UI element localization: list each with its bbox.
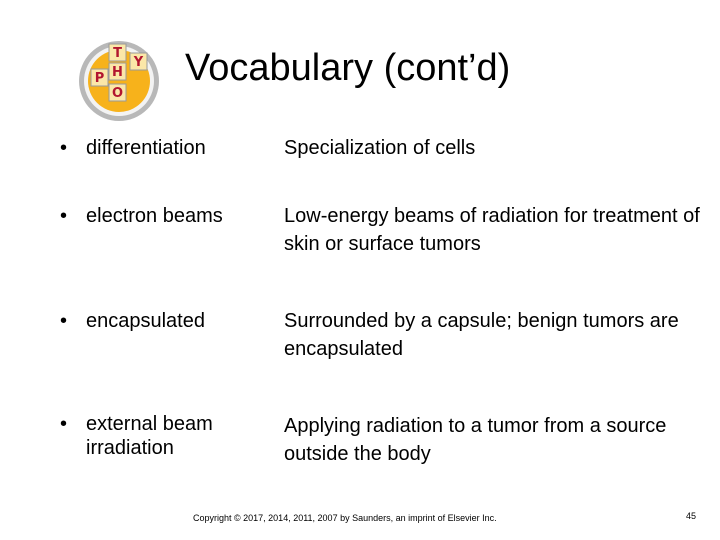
definition: Low-energy beams of radiation for treatment of skin or surface tumors [284,205,700,255]
term-text: encapsulated [86,310,205,332]
page-number: 45 [685,511,696,521]
bullet: • [60,137,68,159]
copyright-footer: Copyright © 2017, 2014, 2011, 2007 by Saunders, an imprint of Elsevier Inc. [193,513,497,523]
term [60,136,260,160]
logo-letter-h: H [112,65,123,80]
logo-letter-p: P [94,71,105,86]
term [60,204,260,228]
term [60,309,260,333]
definition: Surrounded by a capsule; benign tumors are encapsulated [284,310,679,360]
slide-title: Vocabulary (cont’d) [185,47,511,89]
definition: Specialization of cells [284,137,476,159]
term [60,412,260,460]
logo-letter-o: O [111,86,124,101]
definition: Applying radiation to a tumor from a source outside the body [284,415,667,465]
bullet: • [60,413,68,435]
term-text: electron beams [86,205,223,227]
vocabulary-logo-icon [78,40,160,122]
bullet: • [60,205,68,227]
logo-letter-t: T [113,46,122,61]
term-text: differentiation [86,137,206,159]
logo-letter-y: Y [133,55,144,70]
bullet: • [60,310,68,332]
term-text: external beam irradiation [86,413,213,459]
